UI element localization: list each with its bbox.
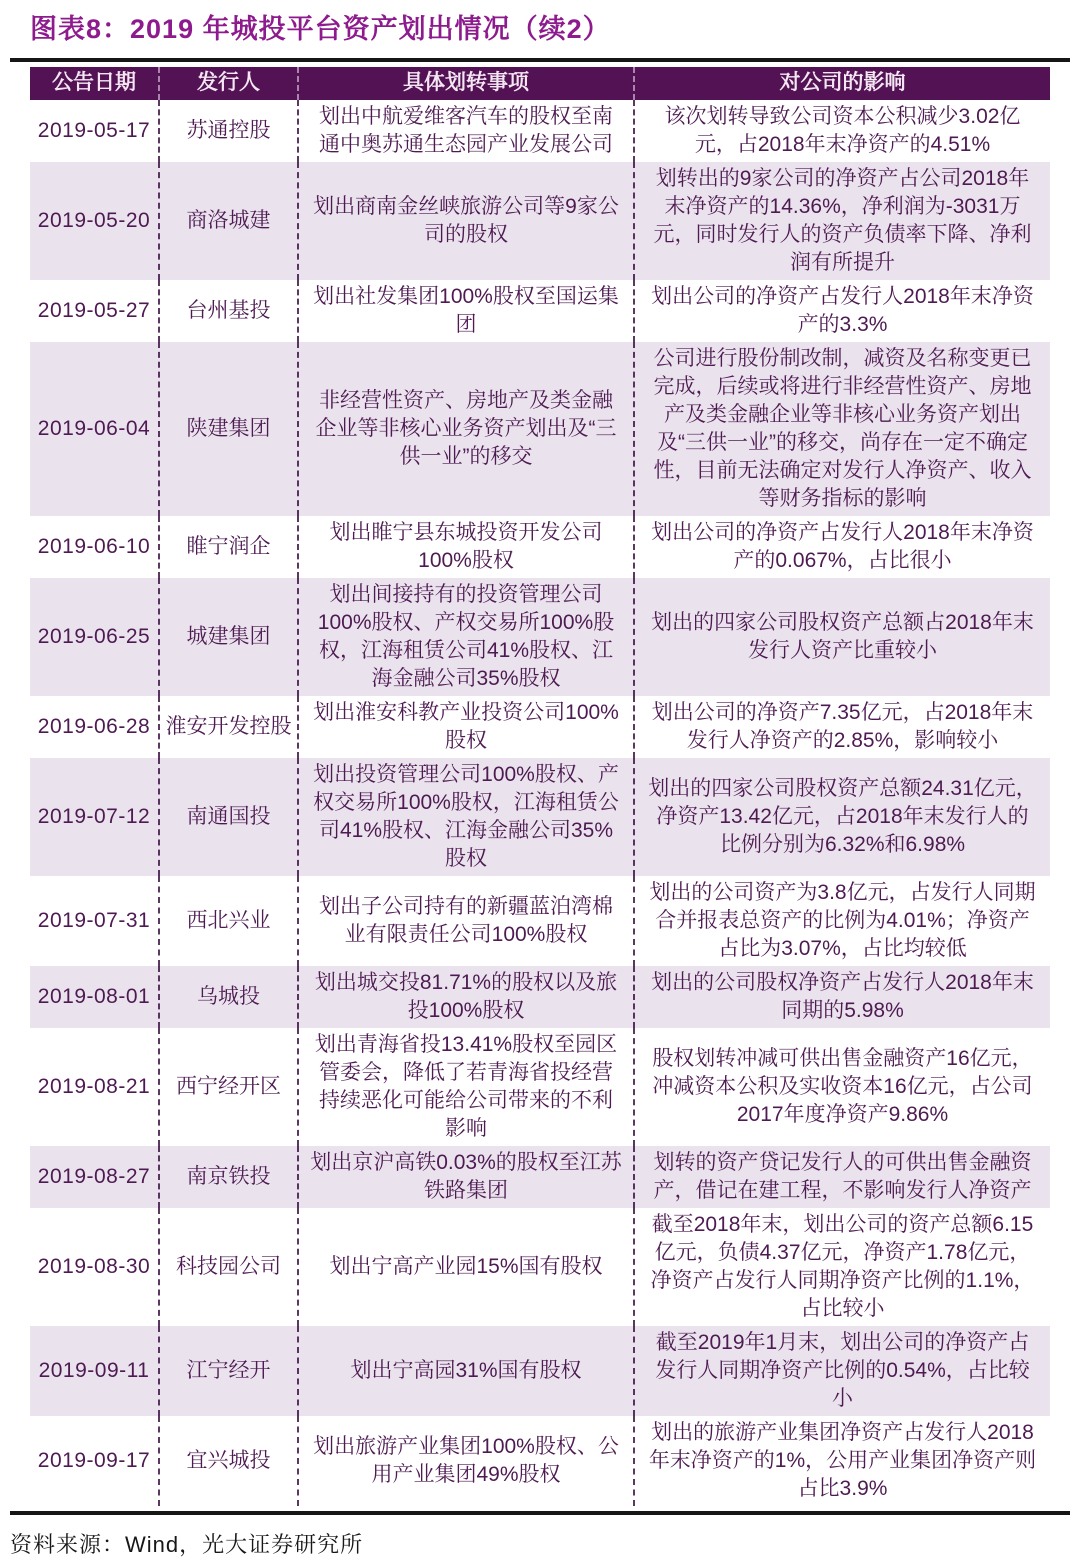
cell-issuer: 台州基投 bbox=[158, 280, 297, 342]
cell-impact: 划出的旅游产业集团净资产占发行人2018年末净资产的1%，公用产业集团净资产则占比3.9% bbox=[633, 1416, 1050, 1506]
cell-date: 2019-09-17 bbox=[37, 1449, 151, 1472]
cell-detail: 非经营性资产、房地产及类金融企业等非核心业务资产划出及“三供一业”的移交 bbox=[297, 342, 633, 516]
table-row bbox=[30, 696, 1050, 758]
header-company-impact: 对公司的影响 bbox=[633, 67, 1050, 100]
table-row bbox=[30, 876, 1050, 966]
cell-date: 2019-05-20 bbox=[37, 209, 151, 232]
cell-detail: 划出睢宁县东城投资开发公司100%股权 bbox=[297, 516, 633, 578]
cell-impact: 公司进行股份制改制，减资及名称变更已完成，后续或将进行非经营性资产、房地产及类金融企业等非核心业务资产划出及“三供一业”的移交，尚存在一定不确定性，目前无法确定对发行人净资产、收入等财务指标的影响 bbox=[633, 342, 1050, 516]
cell-detail: 划出间接持有的投资管理公司100%股权、产权交易所100%股权，江海租赁公司41%股权、江海金融公司35%股权 bbox=[297, 578, 633, 696]
cell-impact: 划出的公司股权净资产占发行人2018年末同期的5.98% bbox=[633, 966, 1050, 1028]
table-row bbox=[30, 1028, 1050, 1146]
cell-impact: 划转出的9家公司的净资产占公司2018年末净资产的14.36%，净利润为-3031万元，同时发行人的资产负债率下降、净利润有所提升 bbox=[633, 162, 1050, 280]
cell-impact: 划转的资产贷记发行人的可供出售金融资产，借记在建工程，不影响发行人净资产 bbox=[633, 1146, 1050, 1208]
cell-detail: 划出宁高园31%国有股权 bbox=[297, 1326, 633, 1416]
table-row bbox=[30, 758, 1050, 876]
cell-detail: 划出青海省投13.41%股权至园区管委会，降低了若青海省投经营持续恶化可能给公司带来的不利影响 bbox=[297, 1028, 633, 1146]
cell-detail: 划出宁高产业园15%国有股权 bbox=[297, 1208, 633, 1326]
cell-date: 2019-08-27 bbox=[37, 1165, 151, 1188]
source-note: 资料来源：Wind，光大证券研究所 bbox=[10, 1532, 364, 1557]
table-row bbox=[30, 1416, 1050, 1506]
cell-date: 2019-08-30 bbox=[37, 1255, 151, 1278]
table-row bbox=[30, 1326, 1050, 1416]
figure-title: 图表8：2019 年城投平台资产划出情况（续2） bbox=[30, 14, 611, 44]
cell-issuer: 南京铁投 bbox=[158, 1146, 297, 1208]
table-row bbox=[30, 516, 1050, 578]
cell-detail: 划出旅游产业集团100%股权、公用产业集团49%股权 bbox=[297, 1416, 633, 1506]
cell-impact: 该次划转导致公司资本公积减少3.02亿元，占2018年末净资产的4.51% bbox=[633, 100, 1050, 162]
cell-date: 2019-05-27 bbox=[37, 299, 151, 322]
cell-impact: 划出的四家公司股权资产总额24.31亿元，净资产13.42亿元，占2018年末发行人的比例分别为6.32%和6.98% bbox=[633, 758, 1050, 876]
table-row bbox=[30, 280, 1050, 342]
cell-detail: 划出京沪高铁0.03%的股权至江苏铁路集团 bbox=[297, 1146, 633, 1208]
cell-issuer: 南通国投 bbox=[158, 758, 297, 876]
table-header-row bbox=[30, 67, 1050, 100]
cell-date: 2019-06-10 bbox=[37, 535, 151, 558]
table-row bbox=[30, 1208, 1050, 1326]
table-row bbox=[30, 1146, 1050, 1208]
cell-issuer: 科技园公司 bbox=[158, 1208, 297, 1326]
cell-date: 2019-09-11 bbox=[38, 1359, 150, 1382]
cell-issuer: 宜兴城投 bbox=[158, 1416, 297, 1506]
table-row bbox=[30, 342, 1050, 516]
cell-detail: 划出商南金丝峡旅游公司等9家公司的股权 bbox=[297, 162, 633, 280]
table-row bbox=[30, 578, 1050, 696]
cell-issuer: 睢宁润企 bbox=[158, 516, 297, 578]
cell-issuer: 淮安开发控股 bbox=[158, 696, 297, 758]
cell-impact: 截至2019年1月末，划出公司的净资产占发行人同期净资产比例的0.54%，占比较小 bbox=[633, 1326, 1050, 1416]
table-row bbox=[30, 100, 1050, 162]
cell-detail: 划出社发集团100%股权至国运集团 bbox=[297, 280, 633, 342]
cell-impact: 划出公司的净资产7.35亿元，占2018年末发行人净资产的2.85%，影响较小 bbox=[633, 696, 1050, 758]
cell-detail: 划出城交投81.71%的股权以及旅投100%股权 bbox=[297, 966, 633, 1028]
cell-date: 2019-05-17 bbox=[37, 119, 151, 142]
cell-impact: 截至2018年末，划出公司的资产总额6.15亿元，负债4.37亿元，净资产1.78亿元，净资产占发行人同期净资产比例的1.1%，占比较小 bbox=[633, 1208, 1050, 1326]
table-row bbox=[30, 162, 1050, 280]
cell-date: 2019-06-04 bbox=[37, 417, 151, 440]
cell-date: 2019-07-12 bbox=[37, 805, 151, 828]
cell-date: 2019-06-25 bbox=[37, 625, 151, 648]
cell-issuer: 商洛城建 bbox=[158, 162, 297, 280]
cell-date: 2019-06-28 bbox=[37, 715, 151, 738]
cell-impact: 划出的公司资产为3.8亿元，占发行人同期合并报表总资产的比例为4.01%；净资产占比为3.07%，占比均较低 bbox=[633, 876, 1050, 966]
cell-issuer: 陕建集团 bbox=[158, 342, 297, 516]
cell-detail: 划出淮安科教产业投资公司100%股权 bbox=[297, 696, 633, 758]
cell-detail: 划出中航爱维客汽车的股权至南通中奥苏通生态园产业发展公司 bbox=[297, 100, 633, 162]
table-row bbox=[30, 966, 1050, 1028]
cell-date: 2019-08-01 bbox=[37, 985, 151, 1008]
cell-date: 2019-07-31 bbox=[37, 909, 151, 932]
header-announce-date: 公告日期 bbox=[52, 71, 136, 94]
cell-impact: 划出公司的净资产占发行人2018年末净资产的3.3% bbox=[633, 280, 1050, 342]
header-transfer-detail: 具体划转事项 bbox=[297, 67, 633, 100]
cell-issuer: 西北兴业 bbox=[158, 876, 297, 966]
cell-impact: 划出的四家公司股权资产总额占2018年末发行人资产比重较小 bbox=[633, 578, 1050, 696]
header-issuer: 发行人 bbox=[158, 67, 297, 100]
asset-transfer-table bbox=[30, 67, 1050, 1506]
top-rule bbox=[10, 58, 1070, 62]
table-body bbox=[30, 100, 1050, 1506]
cell-issuer: 西宁经开区 bbox=[158, 1028, 297, 1146]
cell-issuer: 城建集团 bbox=[158, 578, 297, 696]
cell-issuer: 苏通控股 bbox=[158, 100, 297, 162]
cell-date: 2019-08-21 bbox=[37, 1075, 151, 1098]
cell-impact: 股权划转冲减可供出售金融资产16亿元，冲减资本公积及实收资本16亿元，占公司2017年度净资产9.86% bbox=[633, 1028, 1050, 1146]
cell-detail: 划出投资管理公司100%股权、产权交易所100%股权，江海租赁公司41%股权、江海金融公司35%股权 bbox=[297, 758, 633, 876]
cell-issuer: 乌城投 bbox=[158, 966, 297, 1028]
cell-issuer: 江宁经开 bbox=[158, 1326, 297, 1416]
bottom-rule bbox=[10, 1511, 1070, 1515]
cell-detail: 划出子公司持有的新疆蓝泊湾棉业有限责任公司100%股权 bbox=[297, 876, 633, 966]
cell-impact: 划出公司的净资产占发行人2018年末净资产的0.067%，占比很小 bbox=[633, 516, 1050, 578]
